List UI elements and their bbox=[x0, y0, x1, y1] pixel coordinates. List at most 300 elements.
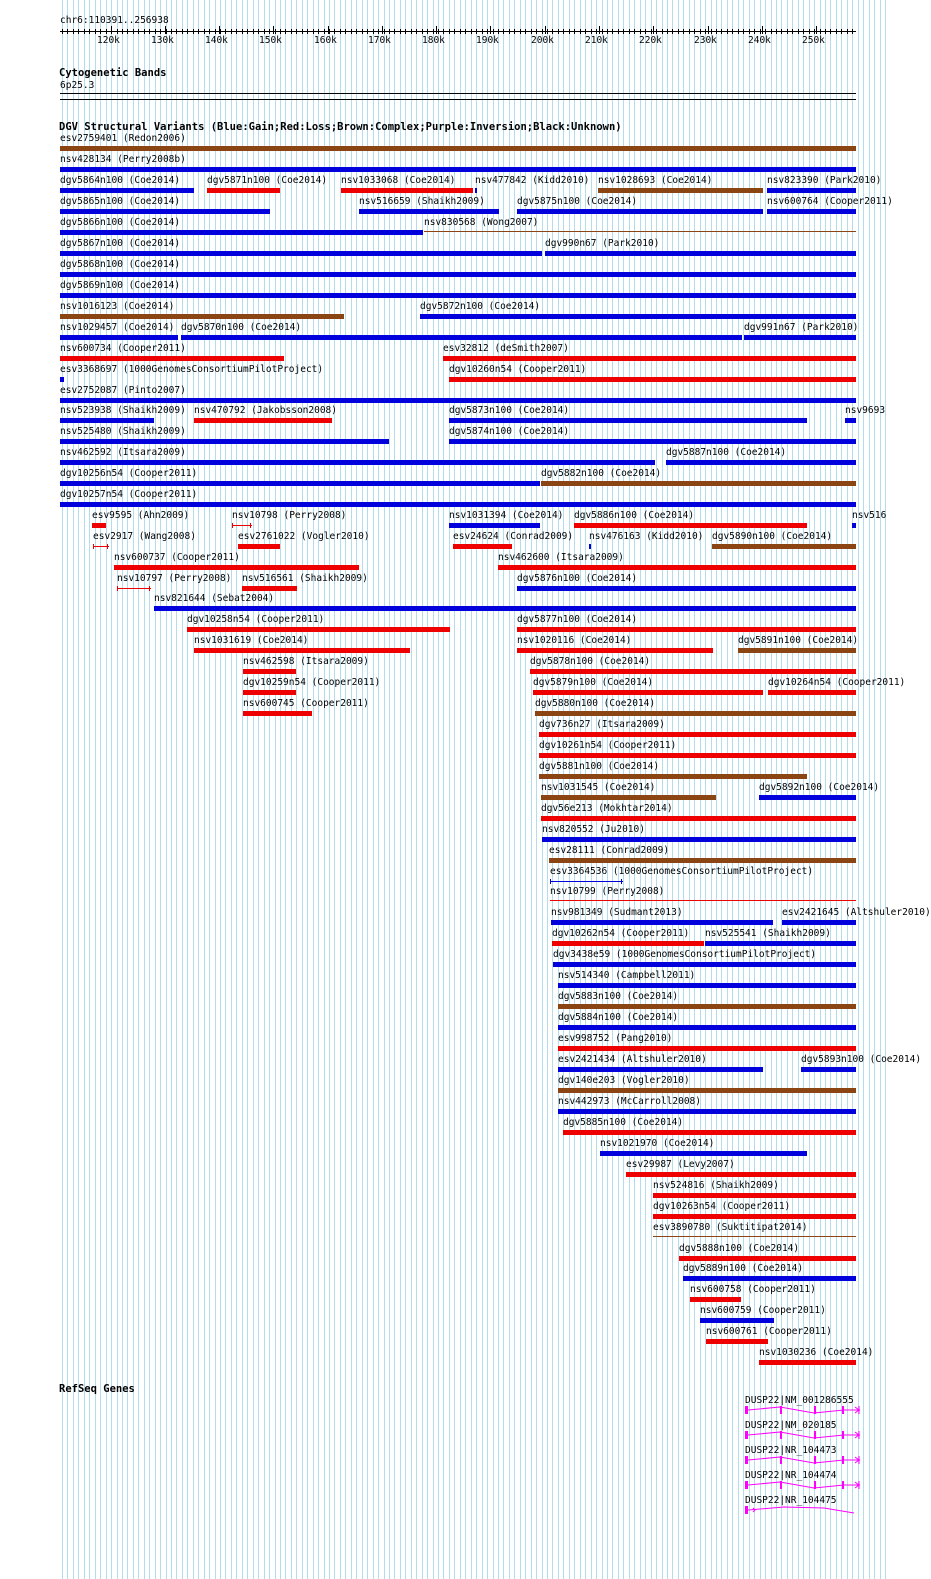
variant-bar[interactable] bbox=[558, 1025, 856, 1030]
ruler-minor-tick bbox=[841, 29, 842, 34]
variant-label[interactable]: dgv140e203 (Vogler2010) bbox=[558, 1075, 690, 1086]
variant-bar[interactable] bbox=[449, 377, 856, 382]
variant-label[interactable]: esv2759401 (Redon2006) bbox=[60, 133, 186, 144]
variant-label[interactable]: nsv1021970 (Coe2014) bbox=[600, 1138, 715, 1149]
variant-label[interactable]: dgv991n67 (Park2010) bbox=[744, 322, 859, 333]
grid-line bbox=[329, 0, 330, 1579]
grid-line bbox=[503, 0, 504, 1579]
variant-bar[interactable] bbox=[558, 1088, 856, 1093]
variant-bar[interactable] bbox=[541, 481, 856, 486]
variant-bar[interactable] bbox=[768, 690, 856, 695]
variant-bar[interactable] bbox=[549, 858, 856, 863]
variant-label[interactable]: dgv5878n100 (Coe2014) bbox=[530, 656, 651, 667]
grid-line bbox=[220, 0, 221, 1579]
variant-bar[interactable] bbox=[517, 648, 713, 653]
variant-label[interactable]: dgv5871n100 (Coe2014) bbox=[207, 175, 328, 186]
variant-bar[interactable] bbox=[232, 525, 252, 526]
variant-label[interactable]: nsv830568 (Wong2007) bbox=[424, 217, 539, 228]
variant-label[interactable]: esv3364536 (1000GenomesConsortiumPilotProject) bbox=[550, 866, 814, 877]
grid-line bbox=[264, 0, 265, 1579]
variant-bar[interactable] bbox=[706, 1339, 768, 1344]
variant-bar[interactable] bbox=[424, 231, 856, 232]
variant-label[interactable]: dgv5889n100 (Coe2014) bbox=[683, 1263, 804, 1274]
variant-label[interactable]: nsv476163 (Kidd2010) bbox=[589, 531, 704, 542]
ruler-minor-tick bbox=[247, 29, 248, 34]
ruler-tick-label: 250k bbox=[802, 35, 825, 46]
variant-label[interactable]: dgv5872n100 (Coe2014) bbox=[420, 301, 541, 312]
grid-line bbox=[498, 0, 499, 1579]
variant-bar[interactable] bbox=[545, 251, 856, 256]
variant-bar[interactable] bbox=[801, 1067, 856, 1072]
variant-bar[interactable] bbox=[551, 920, 773, 925]
variant-bar[interactable] bbox=[60, 481, 540, 486]
grid-line bbox=[198, 0, 199, 1579]
variant-label[interactable]: esv2761022 (Vogler2010) bbox=[238, 531, 370, 542]
variant-bar[interactable] bbox=[705, 941, 856, 946]
variant-bar[interactable] bbox=[60, 272, 856, 277]
variant-bar[interactable] bbox=[475, 188, 477, 193]
variant-label[interactable]: nsv600761 (Cooper2011) bbox=[706, 1326, 832, 1337]
variant-bar[interactable] bbox=[60, 335, 178, 340]
variant-label[interactable]: nsv1031619 (Coe2014) bbox=[194, 635, 309, 646]
grid-line bbox=[67, 0, 68, 1579]
variant-label[interactable]: nsv10797 (Perry2008) bbox=[117, 573, 232, 584]
variant-label[interactable]: dgv10256n54 (Cooper2011) bbox=[60, 468, 198, 479]
variant-bar[interactable] bbox=[539, 732, 856, 737]
variant-bar[interactable] bbox=[653, 1193, 856, 1198]
variant-bar[interactable] bbox=[598, 188, 763, 193]
variant-bar-end-cap bbox=[93, 544, 94, 549]
grid-line bbox=[340, 0, 341, 1579]
grid-line bbox=[100, 0, 101, 1579]
grid-line bbox=[531, 0, 532, 1579]
variant-label[interactable]: nsv600759 (Cooper2011) bbox=[700, 1305, 826, 1316]
variant-label[interactable]: dgv5888n100 (Coe2014) bbox=[679, 1243, 800, 1254]
variant-bar[interactable] bbox=[154, 606, 856, 611]
grid-line bbox=[525, 0, 526, 1579]
variant-bar[interactable] bbox=[744, 335, 856, 340]
variant-label[interactable]: dgv5876n100 (Coe2014) bbox=[517, 573, 638, 584]
variant-bar[interactable] bbox=[443, 356, 856, 361]
ruler-minor-tick bbox=[596, 29, 597, 34]
variant-label[interactable]: nsv470792 (Jakobsson2008) bbox=[194, 405, 337, 416]
grid-line bbox=[204, 0, 205, 1579]
variant-bar[interactable] bbox=[589, 544, 591, 549]
variant-bar[interactable] bbox=[60, 209, 270, 214]
variant-bar[interactable] bbox=[683, 1276, 856, 1281]
ruler-tick-label: 190k bbox=[476, 35, 499, 46]
variant-label[interactable]: dgv10264n54 (Cooper2011) bbox=[768, 677, 906, 688]
variant-bar[interactable] bbox=[690, 1297, 741, 1302]
ruler-minor-tick bbox=[73, 29, 74, 34]
variant-bar[interactable] bbox=[533, 690, 763, 695]
variant-bar[interactable] bbox=[700, 1318, 774, 1323]
grid-line bbox=[384, 0, 385, 1579]
variant-label[interactable]: dgv5873n100 (Coe2014) bbox=[449, 405, 570, 416]
variant-bar[interactable] bbox=[60, 356, 284, 361]
variant-bar[interactable] bbox=[653, 1214, 856, 1219]
variant-bar[interactable] bbox=[60, 293, 856, 298]
ruler-minor-tick bbox=[629, 29, 630, 34]
grid-line bbox=[171, 0, 172, 1579]
ruler-minor-tick bbox=[776, 29, 777, 34]
variant-label[interactable]: dgv5875n100 (Coe2014) bbox=[517, 196, 638, 207]
variant-bar-end-cap bbox=[250, 523, 251, 528]
ruler-minor-tick bbox=[749, 29, 750, 34]
grid-line bbox=[176, 0, 177, 1579]
variant-label[interactable]: nsv516659 (Shaikh2009) bbox=[359, 196, 485, 207]
variant-label[interactable]: nsv9693 bbox=[845, 405, 886, 416]
variant-label[interactable]: dgv3438e59 (1000GenomesConsortiumPilotProject) bbox=[553, 949, 817, 960]
variant-bar[interactable] bbox=[530, 669, 856, 674]
variant-bar[interactable] bbox=[243, 669, 296, 674]
ruler-minor-tick bbox=[738, 29, 739, 34]
variant-bar[interactable] bbox=[243, 711, 312, 716]
variant-bar[interactable] bbox=[60, 188, 194, 193]
variant-label[interactable]: dgv5886n100 (Coe2014) bbox=[574, 510, 695, 521]
variant-bar[interactable] bbox=[194, 418, 332, 423]
ruler-tick-label: 160k bbox=[314, 35, 337, 46]
variant-bar[interactable] bbox=[207, 188, 280, 193]
variant-label[interactable]: nsv524816 (Shaikh2009) bbox=[653, 1180, 779, 1191]
variant-label[interactable]: nsv600764 (Cooper2011) bbox=[767, 196, 893, 207]
ruler-tick-label: 180k bbox=[422, 35, 445, 46]
variant-label[interactable]: esv32812 (deSmith2007) bbox=[443, 343, 569, 354]
ruler-minor-tick bbox=[814, 29, 815, 34]
variant-label[interactable]: nsv981349 (Sudmant2013) bbox=[551, 907, 683, 918]
variant-bar[interactable] bbox=[712, 544, 856, 549]
grid-line bbox=[487, 0, 488, 1579]
variant-bar[interactable] bbox=[60, 167, 856, 172]
gene-model-icon[interactable] bbox=[744, 1405, 864, 1417]
ruler-minor-tick bbox=[574, 29, 575, 34]
ruler-minor-tick bbox=[498, 29, 499, 34]
variant-label[interactable]: nsv462600 (Itsara2009) bbox=[498, 552, 624, 563]
variant-bar[interactable] bbox=[92, 523, 106, 528]
variant-label[interactable]: nsv1031545 (Coe2014) bbox=[541, 782, 656, 793]
grid-line bbox=[242, 0, 243, 1579]
variant-bar[interactable] bbox=[553, 962, 856, 967]
variant-label[interactable]: nsv516561 (Shaikh2009) bbox=[242, 573, 368, 584]
variant-bar[interactable] bbox=[653, 1236, 856, 1237]
variant-bar[interactable] bbox=[552, 941, 704, 946]
ruler-minor-tick bbox=[694, 29, 695, 34]
ruler-tick-label: 220k bbox=[639, 35, 662, 46]
variant-label[interactable]: dgv990n67 (Park2010) bbox=[545, 238, 660, 249]
variant-label[interactable]: dgv5870n100 (Coe2014) bbox=[181, 322, 302, 333]
ruler-minor-tick bbox=[122, 29, 123, 34]
variant-bar-end-cap bbox=[621, 879, 622, 884]
variant-bar[interactable] bbox=[60, 146, 856, 151]
variant-bar[interactable] bbox=[60, 460, 655, 465]
variant-bar[interactable] bbox=[187, 627, 450, 632]
variant-label[interactable]: nsv1031394 (Coe2014) bbox=[449, 510, 564, 521]
variant-bar[interactable] bbox=[558, 1046, 856, 1051]
variant-label[interactable]: nsv10799 (Perry2008) bbox=[550, 886, 665, 897]
variant-label[interactable]: nsv1033068 (Coe2014) bbox=[341, 175, 456, 186]
variant-label[interactable]: esv3368697 (1000GenomesConsortiumPilotProject) bbox=[60, 364, 324, 375]
variant-bar[interactable] bbox=[60, 502, 856, 507]
ruler-minor-tick bbox=[405, 29, 406, 34]
variant-label[interactable]: esv3890780 (Suktitipat2014) bbox=[653, 1222, 808, 1233]
grid-line bbox=[345, 0, 346, 1579]
variant-label[interactable]: esv24624 (Conrad2009) bbox=[453, 531, 574, 542]
grid-line bbox=[209, 0, 210, 1579]
ruler-minor-tick bbox=[117, 29, 118, 34]
variant-label[interactable]: esv2917 (Wang2008) bbox=[93, 531, 196, 542]
variant-label[interactable]: dgv5879n100 (Coe2014) bbox=[533, 677, 654, 688]
variant-label[interactable]: esv2752087 (Pinto2007) bbox=[60, 385, 186, 396]
variant-label[interactable]: nsv1020116 (Coe2014) bbox=[517, 635, 632, 646]
variant-label[interactable]: dgv5883n100 (Coe2014) bbox=[558, 991, 679, 1002]
variant-bar[interactable] bbox=[550, 881, 623, 882]
ruler-minor-tick bbox=[460, 29, 461, 34]
variant-bar[interactable] bbox=[558, 1004, 856, 1009]
variant-bar[interactable] bbox=[194, 648, 410, 653]
grid-line bbox=[313, 0, 314, 1579]
variant-bar[interactable] bbox=[243, 690, 296, 695]
variant-bar[interactable] bbox=[767, 188, 856, 193]
variant-label[interactable]: dgv5880n100 (Coe2014) bbox=[535, 698, 656, 709]
variant-label[interactable]: nsv823390 (Park2010) bbox=[767, 175, 882, 186]
variant-label[interactable]: dgv5881n100 (Coe2014) bbox=[539, 761, 660, 772]
ruler-minor-tick bbox=[242, 29, 243, 34]
variant-bar[interactable] bbox=[542, 837, 856, 842]
variant-label[interactable]: dgv736n27 (Itsara2009) bbox=[539, 719, 665, 730]
variant-bar[interactable] bbox=[60, 398, 856, 403]
variant-label[interactable]: dgv5887n100 (Coe2014) bbox=[666, 447, 787, 458]
ruler-minor-tick bbox=[209, 29, 210, 34]
variant-label[interactable]: nsv1028693 (Coe2014) bbox=[598, 175, 713, 186]
ruler-minor-tick bbox=[373, 29, 374, 34]
ruler-minor-tick bbox=[356, 29, 357, 34]
ruler-minor-tick bbox=[384, 29, 385, 34]
variant-bar[interactable] bbox=[117, 588, 151, 589]
variant-label[interactable]: nsv477842 (Kidd2010) bbox=[475, 175, 590, 186]
variant-label[interactable]: dgv5891n100 (Coe2014) bbox=[738, 635, 859, 646]
variant-label[interactable]: nsv600758 (Cooper2011) bbox=[690, 1284, 816, 1295]
variant-bar[interactable] bbox=[541, 795, 716, 800]
variant-label[interactable]: nsv523938 (Shaikh2009) bbox=[60, 405, 186, 416]
ruler-minor-tick bbox=[542, 29, 543, 34]
variant-bar[interactable] bbox=[517, 627, 856, 632]
variant-label[interactable]: nsv428134 (Perry2008b) bbox=[60, 154, 186, 165]
variant-bar[interactable] bbox=[449, 418, 807, 423]
variant-bar[interactable] bbox=[114, 565, 359, 570]
grid-line bbox=[454, 0, 455, 1579]
variant-bar[interactable] bbox=[563, 1130, 856, 1135]
variant-label[interactable]: nsv462592 (Itsara2009) bbox=[60, 447, 186, 458]
variant-label[interactable]: esv29987 (Levy2007) bbox=[626, 1159, 735, 1170]
variant-bar[interactable] bbox=[60, 377, 64, 382]
ruler-minor-tick bbox=[231, 29, 232, 34]
variant-label[interactable]: dgv5885n100 (Coe2014) bbox=[563, 1117, 684, 1128]
variant-bar[interactable] bbox=[453, 544, 512, 549]
ruler-minor-tick bbox=[847, 29, 848, 34]
ruler-minor-tick bbox=[394, 29, 395, 34]
variant-bar[interactable] bbox=[767, 209, 856, 214]
variant-label[interactable]: nsv600737 (Cooper2011) bbox=[114, 552, 240, 563]
variant-label[interactable]: nsv516 bbox=[852, 510, 887, 521]
variant-bar[interactable] bbox=[600, 1151, 807, 1156]
variant-label[interactable]: nsv1029457 (Coe2014) bbox=[60, 322, 175, 333]
grid-line bbox=[111, 0, 112, 1579]
ruler-minor-tick bbox=[198, 29, 199, 34]
ruler-minor-tick bbox=[705, 29, 706, 34]
variant-bar[interactable] bbox=[60, 230, 423, 235]
variant-bar[interactable] bbox=[238, 544, 280, 549]
gene-label[interactable]: DUSP22|NR_104473 bbox=[745, 1445, 837, 1456]
gene-label[interactable]: DUSP22|NM_001286555 bbox=[745, 1395, 854, 1406]
variant-bar[interactable] bbox=[759, 1360, 856, 1365]
variant-label[interactable]: esv998752 (Pang2010) bbox=[558, 1033, 673, 1044]
variant-bar[interactable] bbox=[845, 418, 856, 423]
ruler-minor-tick bbox=[427, 29, 428, 34]
ruler-minor-tick bbox=[313, 29, 314, 34]
variant-label[interactable]: nsv821644 (Sebat2004) bbox=[154, 593, 275, 604]
variant-bar[interactable] bbox=[539, 774, 807, 779]
variant-label[interactable]: dgv5890n100 (Coe2014) bbox=[712, 531, 833, 542]
variant-label[interactable]: dgv5877n100 (Coe2014) bbox=[517, 614, 638, 625]
ruler-major-tick bbox=[653, 26, 654, 34]
variant-label[interactable]: nsv820552 (Ju2010) bbox=[542, 824, 645, 835]
gene-label[interactable]: DUSP22|NR_104474 bbox=[745, 1470, 837, 1481]
variant-label[interactable]: dgv10263n54 (Cooper2011) bbox=[653, 1201, 791, 1212]
variant-bar[interactable] bbox=[449, 523, 540, 528]
gene-label[interactable]: DUSP22|NR_104475 bbox=[745, 1495, 837, 1506]
variant-label[interactable]: nsv10798 (Perry2008) bbox=[232, 510, 347, 521]
variant-bar[interactable] bbox=[341, 188, 473, 193]
variant-label[interactable]: dgv5867n100 (Coe2014) bbox=[60, 238, 181, 249]
ruler-minor-tick bbox=[411, 29, 412, 34]
variant-label[interactable]: dgv5866n100 (Coe2014) bbox=[60, 217, 181, 228]
variant-bar[interactable] bbox=[782, 920, 856, 925]
ruler-minor-tick bbox=[552, 29, 553, 34]
ruler-minor-tick bbox=[678, 29, 679, 34]
gene-model-icon[interactable] bbox=[744, 1430, 864, 1442]
variant-label[interactable]: dgv5869n100 (Coe2014) bbox=[60, 280, 181, 291]
ruler-tick-label: 240k bbox=[748, 35, 771, 46]
variant-label[interactable]: nsv442973 (McCarroll2008) bbox=[558, 1096, 701, 1107]
ruler-tick-label: 200k bbox=[531, 35, 554, 46]
variant-bar[interactable] bbox=[852, 523, 856, 528]
variant-label[interactable]: dgv10257n54 (Cooper2011) bbox=[60, 489, 198, 500]
variant-bar[interactable] bbox=[60, 418, 154, 423]
ruler-minor-tick bbox=[465, 29, 466, 34]
variant-bar[interactable] bbox=[242, 586, 297, 591]
ruler-minor-tick bbox=[852, 29, 853, 34]
ruler-minor-tick bbox=[531, 29, 532, 34]
variant-bar[interactable] bbox=[558, 983, 856, 988]
gene-label[interactable]: DUSP22|NM_020185 bbox=[745, 1420, 837, 1431]
variant-bar[interactable] bbox=[359, 209, 499, 214]
ruler-minor-tick bbox=[623, 29, 624, 34]
variant-label[interactable]: esv2421434 (Altshuler2010) bbox=[558, 1054, 707, 1065]
ruler-minor-tick bbox=[503, 29, 504, 34]
variant-label[interactable]: esv2421645 (Altshuler2010) bbox=[782, 907, 931, 918]
variant-bar[interactable] bbox=[420, 314, 856, 319]
variant-bar[interactable] bbox=[558, 1067, 763, 1072]
ruler-major-tick bbox=[219, 26, 220, 34]
variant-bar[interactable] bbox=[626, 1172, 856, 1177]
variant-label[interactable]: dgv5868n100 (Coe2014) bbox=[60, 259, 181, 270]
variant-bar[interactable] bbox=[759, 795, 856, 800]
grid-line bbox=[356, 0, 357, 1579]
variant-bar[interactable] bbox=[550, 900, 856, 901]
variant-bar[interactable] bbox=[181, 335, 742, 340]
variant-label[interactable]: dgv5884n100 (Coe2014) bbox=[558, 1012, 679, 1023]
variant-bar[interactable] bbox=[60, 251, 542, 256]
variant-bar[interactable] bbox=[498, 565, 856, 570]
variant-label[interactable]: dgv10262n54 (Cooper2011) bbox=[552, 928, 690, 939]
variant-label[interactable]: dgv10261n54 (Cooper2011) bbox=[539, 740, 677, 751]
variant-label[interactable]: esv28111 (Conrad2009) bbox=[549, 845, 670, 856]
grid-line bbox=[307, 0, 308, 1579]
variant-label[interactable]: nsv600745 (Cooper2011) bbox=[243, 698, 369, 709]
gene-model-icon[interactable] bbox=[744, 1455, 864, 1467]
grid-line bbox=[694, 0, 695, 1579]
variant-label[interactable]: nsv514340 (Campbell2011) bbox=[558, 970, 696, 981]
ruler-minor-tick bbox=[220, 29, 221, 34]
variant-label[interactable]: dgv5882n100 (Coe2014) bbox=[541, 468, 662, 479]
variant-bar[interactable] bbox=[60, 439, 389, 444]
variant-label[interactable]: dgv5874n100 (Coe2014) bbox=[449, 426, 570, 437]
variant-bar[interactable] bbox=[574, 523, 807, 528]
variant-bar[interactable] bbox=[60, 314, 344, 319]
variant-label[interactable]: nsv1030236 (Coe2014) bbox=[759, 1347, 874, 1358]
variant-label[interactable]: dgv56e213 (Mokhtar2014) bbox=[541, 803, 673, 814]
variant-label[interactable]: dgv10260n54 (Cooper2011) bbox=[449, 364, 587, 375]
grid-line bbox=[405, 0, 406, 1579]
ruler-tick-label: 130k bbox=[151, 35, 174, 46]
variant-bar[interactable] bbox=[541, 816, 856, 821]
cytoband-title: Cytogenetic Bands bbox=[59, 67, 167, 79]
variant-label[interactable]: dgv5892n100 (Coe2014) bbox=[759, 782, 880, 793]
gene-model-icon[interactable] bbox=[744, 1480, 864, 1492]
variant-bar[interactable] bbox=[738, 648, 856, 653]
variant-bar[interactable] bbox=[535, 711, 856, 716]
variant-bar[interactable] bbox=[679, 1256, 856, 1261]
variant-label[interactable]: nsv1016123 (Coe2014) bbox=[60, 301, 175, 312]
variant-label[interactable]: nsv525480 (Shaikh2009) bbox=[60, 426, 186, 437]
ruler-minor-tick bbox=[144, 29, 145, 34]
variant-label[interactable]: dgv10259n54 (Cooper2011) bbox=[243, 677, 381, 688]
variant-label[interactable]: nsv525541 (Shaikh2009) bbox=[705, 928, 831, 939]
grid-line bbox=[149, 0, 150, 1579]
ruler-minor-tick bbox=[787, 29, 788, 34]
grid-line bbox=[373, 0, 374, 1579]
ruler-major-tick bbox=[111, 26, 112, 34]
variant-bar[interactable] bbox=[517, 209, 763, 214]
gene-model-icon[interactable] bbox=[744, 1505, 864, 1517]
variant-label[interactable]: nsv600734 (Cooper2011) bbox=[60, 343, 186, 354]
ruler-minor-tick bbox=[656, 29, 657, 34]
variant-bar[interactable] bbox=[539, 753, 856, 758]
ruler-minor-tick bbox=[771, 29, 772, 34]
variant-label[interactable]: dgv10258n54 (Cooper2011) bbox=[187, 614, 325, 625]
variant-bar[interactable] bbox=[449, 439, 856, 444]
variant-label[interactable]: nsv462598 (Itsara2009) bbox=[243, 656, 369, 667]
variant-label[interactable]: esv9595 (Ahn2009) bbox=[92, 510, 190, 521]
variant-label[interactable]: dgv5893n100 (Coe2014) bbox=[801, 1054, 922, 1065]
variant-bar[interactable] bbox=[558, 1109, 856, 1114]
variant-label[interactable]: dgv5865n100 (Coe2014) bbox=[60, 196, 181, 207]
variant-label[interactable]: dgv5864n100 (Coe2014) bbox=[60, 175, 181, 186]
variant-bar[interactable] bbox=[666, 460, 856, 465]
ruler-minor-tick bbox=[285, 29, 286, 34]
variant-bar[interactable] bbox=[517, 586, 856, 591]
grid-line bbox=[471, 0, 472, 1579]
